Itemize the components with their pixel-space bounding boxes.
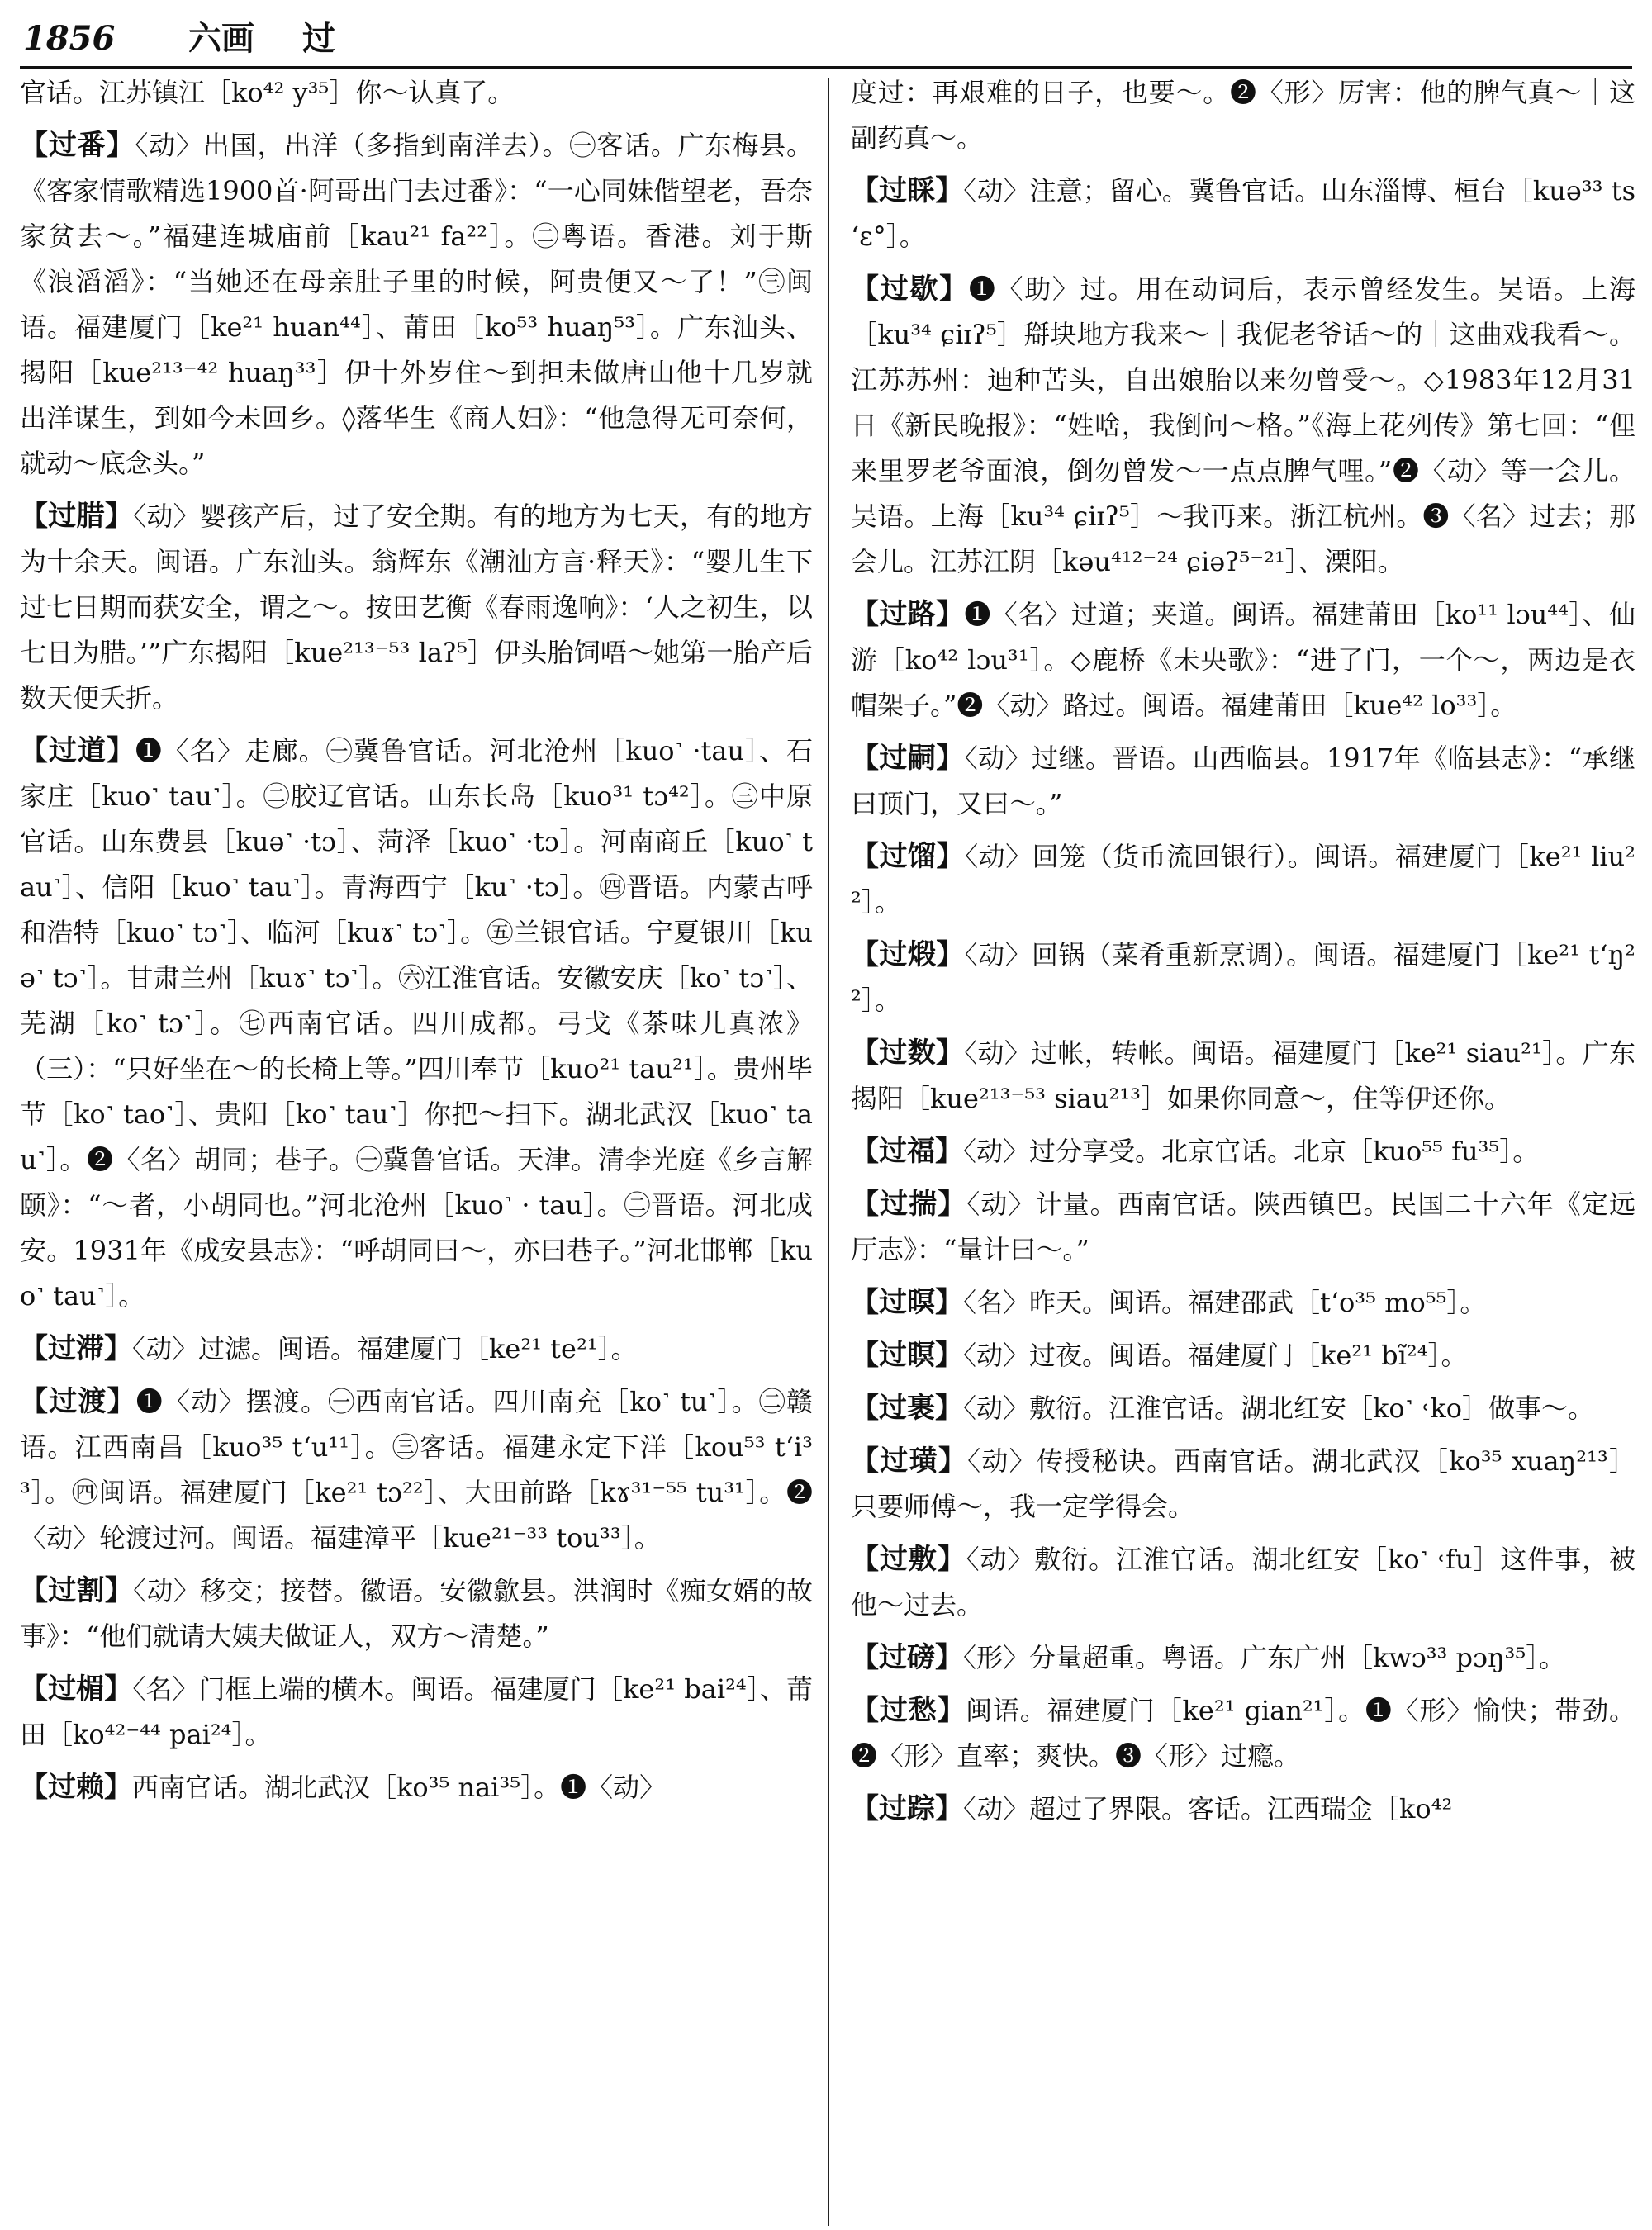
entry-text: ❶〈动〉摆渡。㊀西南官话。四川南充［ko˺ tu˺］。㊁赣语。江西南昌［kuo³⁵ tʻu¹¹］。㊂客话。福建永定下洋［kou⁵³ tʻi³³］。㊃闽语。福建厦门［ke²¹ tɔ²²］、大田前路［kɤ³¹⁻⁵⁵ tu³¹］。❷〈动〉轮渡过河。闽语。福建漳平［kue²¹⁻³³ tou³³］。: [20, 1386, 813, 1554]
dictionary-entry: [851, 932, 1635, 1023]
entry-text: 〈形〉分量超重。粤语。广东广州［kwɔ³³ pɔŋ³⁵］。: [963, 1642, 1566, 1673]
entry-headword: 【过瞑】: [851, 1339, 963, 1372]
dictionary-entry: [20, 1326, 813, 1372]
entry-headword: 【过愁】: [851, 1694, 966, 1727]
entry-text: 〈动〉过继。晋语。山西临县。1917年《临县志》：“承继曰顶门，又曰～。”: [851, 743, 1635, 819]
entry-text: 〈动〉过分享受。北京官话。北京［kuo⁵⁵ fu³⁵］。: [963, 1136, 1540, 1167]
entry-text: 〈动〉回笼（货币流回银行）。闽语。福建厦门［ke²¹ liu²²］。: [851, 841, 1635, 918]
entry-headword: 【过道】: [20, 734, 135, 767]
dictionary-entry: [20, 1568, 813, 1659]
entry-text: 〈动〉移交；接替。徽语。安徽歙县。洪润时《痴女婿的故事》：“他们就请大姨夫做证人，双方～清楚。”: [20, 1575, 813, 1652]
entry-text: 〈动〉过帐，转帐。闽语。福建厦门［ke²¹ siau²¹］。广东揭阳［kue²¹³⁻⁵³ siau²¹³］如果你同意～，住等伊还你。: [851, 1037, 1635, 1114]
dictionary-entry: [851, 1182, 1635, 1273]
dictionary-entry: [851, 1439, 1635, 1530]
page-number: 1856: [23, 19, 116, 58]
entry-text: 西南官话。湖北武汉［ko³⁵ nai³⁵］。❶〈动〉: [132, 1772, 667, 1803]
entry-text: 〈动〉过滤。闽语。福建厦门［ke²¹ te²¹］。: [132, 1333, 638, 1364]
entry-headword: 【过馏】: [851, 840, 966, 873]
dictionary-entry: [851, 1031, 1635, 1122]
entry-text: 〈名〉昨天。闽语。福建邵武［tʻo³⁵ mo⁵⁵］。: [963, 1287, 1487, 1318]
stroke-count-label: 六画: [188, 19, 254, 58]
header-rule: [20, 66, 1632, 69]
page-header: [23, 15, 1634, 63]
continuation-text: 官话。江苏镇江［ko⁴² y³⁵］你～认真了。: [20, 77, 515, 108]
entry-text: 〈动〉注意；留心。冀鲁官话。山东淄博、桓台［kuə³³ tsʻɛ°］。: [851, 175, 1635, 252]
dictionary-entry: [851, 1129, 1635, 1174]
left-column: [20, 70, 813, 2226]
dictionary-entry: [851, 1280, 1635, 1326]
dictionary-entry: [20, 494, 813, 721]
entry-text: 〈动〉出国，出洋（多指到南洋去）。㊀客话。广东梅县。《客家情歌精选1900首·阿哥出门去过番》：“一心同妹偕望老，吾奈家贫去～。”福建连城庙前［kau²¹ fa²²］。㊁粤语。香港。刘于斯《浪滔滔》：“当她还在母亲肚子里的时候，阿贵便又～了！”㊂闽语。福建厦门［ke²¹ huan⁴⁴］、莆田［ko⁵³ huaŋ⁵³］。广东汕头、揭阳［kue²¹³⁻⁴² huaŋ³³］伊十外岁住～到担未做唐山他十几岁就出洋谋生，到如今未回乡。◊落华生《商人妇》：“他急得无可奈何，就动～底念头。”: [20, 130, 813, 479]
entry-text: ❶〈助〉过。用在动词后，表示曾经发生。吴语。上海［ku³⁴ ɕiɪʔ⁵］搿块地方我来～｜我伲老爷话～的｜这曲戏我看～。江苏苏州：迪种苦头，自出娘胎以来勿曾受～。◇1983年12月31日《新民晚报》：“姓啥，我倒问～格。”《海上花列传》第七回：“俚来里罗老爷面浪，倒勿曾发～一点点脾气哩。”❷〈动〉等一会儿。吴语。上海［ku³⁴ ɕiɪʔ⁵］～我再来。浙江杭州。❸〈名〉过去；那会儿。江苏江阴［kəu⁴¹²⁻²⁴ ɕiəʔ⁵⁻²¹］、溧阳。: [851, 273, 1635, 577]
dictionary-entry: [20, 728, 813, 1319]
entry-headword: 【过踪】: [851, 1792, 963, 1825]
entry-headword: 【过赖】: [20, 1771, 132, 1804]
dictionary-entry: [851, 834, 1635, 925]
dictionary-entry: [20, 1667, 813, 1758]
entry-headword: 【过腊】: [20, 500, 134, 533]
entry-headword: 【过揣】: [851, 1188, 967, 1221]
dictionary-entry: [851, 1786, 1635, 1832]
entry-headword: 【过楣】: [20, 1672, 133, 1706]
entry-headword: 【过煅】: [851, 938, 965, 971]
entry-headword: 【过割】: [20, 1574, 134, 1607]
entry-headword: 【过嗣】: [851, 742, 965, 775]
entry-text: 〈动〉婴孩产后，过了安全期。有的地方为七天，有的地方为十余天。闽语。广东汕头。翁辉东《潮汕方言·释天》：“婴儿生下过七日期而获安全，谓之～。按田艺衡《春雨逸响》：‘人之初生，以七日为腊。’”广东揭阳［kue²¹³⁻⁵³ laʔ⁵］伊头胎饲唔～她第一胎产后数天便夭折。: [20, 501, 813, 714]
dictionary-entry: [851, 1333, 1635, 1378]
entry-headword: 【过裹】: [851, 1392, 963, 1425]
entry-headword: 【过敷】: [851, 1543, 966, 1576]
entry-headword: 【过数】: [851, 1037, 965, 1070]
entry-text: 〈动〉敷衍。江淮官话。湖北红安［ko˺ ˓ko］做事～。: [963, 1393, 1594, 1424]
entry-headword: 【过滞】: [20, 1332, 132, 1365]
entry-headword: 【过璜】: [851, 1445, 968, 1478]
entry-text: 〈动〉传授秘诀。西南官话。湖北武汉［ko³⁵ xuaŋ²¹³］只要师傅～，我一定学得会。: [851, 1445, 1635, 1522]
column-divider: [828, 78, 829, 2226]
continuation-text: 度过：再艰难的日子，也要～。❷〈形〉厉害：他的脾气真～｜这副药真～。: [851, 77, 1635, 154]
dictionary-entry: [851, 1688, 1635, 1779]
dictionary-entry: [851, 1386, 1635, 1431]
dictionary-entry: [851, 592, 1635, 728]
dictionary-entry: [20, 123, 813, 486]
dictionary-entry: [851, 736, 1635, 827]
entry-headword: 【过歇】: [851, 273, 969, 306]
entry-text: 〈动〉敷衍。江淮官话。湖北红安［ko˺ ˓fu］这件事，被他～过去。: [851, 1544, 1635, 1620]
entry-text: 〈动〉过夜。闽语。福建厦门［ke²¹ bĩ²⁴］。: [963, 1340, 1468, 1371]
entry-text: ❶〈名〉走廊。㊀冀鲁官话。河北沧州［kuo˺ ·tau］、石家庄［kuo˺ tau˺］。㊁胶辽官话。山东长岛［kuo³¹ tɔ⁴²］。㊂中原官话。山东费县［kuə˺ ·tɔ］、菏泽［kuo˺ ·tɔ］。河南商丘［kuo˺ tau˺］、信阳［kuo˺ tau˺］。青海西宁［ku˺ ·tɔ］。㊃晋语。内蒙古呼和浩特［kuo˺ tɔ˺］、临河［kuɤ˺ tɔ˺］。㊄兰银官话。宁夏银川［kuə˺ tɔ˺］。甘肃兰州［kuɤ˺ tɔ˺］。㊅江淮官话。安徽安庆［ko˺ tɔ˺］、芜湖［ko˺ tɔ˺］。㊆西南官话。四川成都。弓戈《茶味儿真浓》（三）：“只好坐在～的长椅上等。”四川奉节［kuo²¹ tau²¹］。贵州毕节［ko˺ tao˺］、贵阳［ko˺ tau˺］你把～扫下。湖北武汉［kuo˺ tau˺］。❷〈名〉胡同；巷子。㊀冀鲁官话。天津。清李光庭《乡言解颐》：“～者，小胡同也。”河北沧州［kuo˺ · tau］。㊁晋语。河北成安。1931年《成安县志》：“呼胡同曰～，亦曰巷子。”河北邯郸［kuo˺ tau˺］。: [20, 735, 813, 1312]
entry-headword: 【过暝】: [851, 1286, 963, 1319]
dictionary-entry: [851, 1635, 1635, 1681]
dictionary-entry: [851, 168, 1635, 259]
entry-text: 〈动〉回锅（菜肴重新烹调）。闽语。福建厦门［ke²¹ tʻŋ²²］。: [851, 939, 1635, 1016]
dictionary-entry: [851, 267, 1635, 585]
dictionary-entry: [851, 1537, 1635, 1628]
entry-text: 闽语。福建厦门［ke²¹ gian²¹］。❶〈形〉愉快；带劲。❷〈形〉直率；爽快。❸〈形〉过瘾。: [851, 1695, 1635, 1772]
entry-text: 〈动〉计量。西南官话。陕西镇巴。民国二十六年《定远厅志》：“量计曰～。”: [851, 1189, 1635, 1265]
entry-headword: 【过福】: [851, 1135, 963, 1168]
dictionary-entry: [20, 1765, 813, 1810]
entry-headword: 【过渡】: [20, 1385, 136, 1418]
entry-headword: 【过番】: [20, 129, 135, 162]
entry-text: 〈动〉超过了界限。客话。江西瑞金［ko⁴²: [963, 1793, 1453, 1824]
entry-headword: 【过睬】: [851, 174, 964, 207]
entry-headword: 【过磅】: [851, 1641, 963, 1674]
entry-text: 〈名〉门框上端的横木。闽语。福建厦门［ke²¹ bai²⁴］、莆田［ko⁴²⁻⁴⁴ pai²⁴］。: [20, 1673, 813, 1750]
dictionary-entry: [20, 1379, 813, 1561]
right-column: [851, 70, 1635, 2226]
entry-text: ❶〈名〉过道；夹道。闽语。福建莆田［ko¹¹ lɔu⁴⁴］、仙游［ko⁴² lɔu³¹］。◇鹿桥《未央歌》：“进了门，一个～，两边是衣帽架子。”❷〈动〉路过。闽语。福建莆田［kue⁴² lo³³］。: [851, 599, 1635, 721]
head-character: 过: [302, 19, 335, 58]
entry-headword: 【过路】: [851, 598, 965, 631]
